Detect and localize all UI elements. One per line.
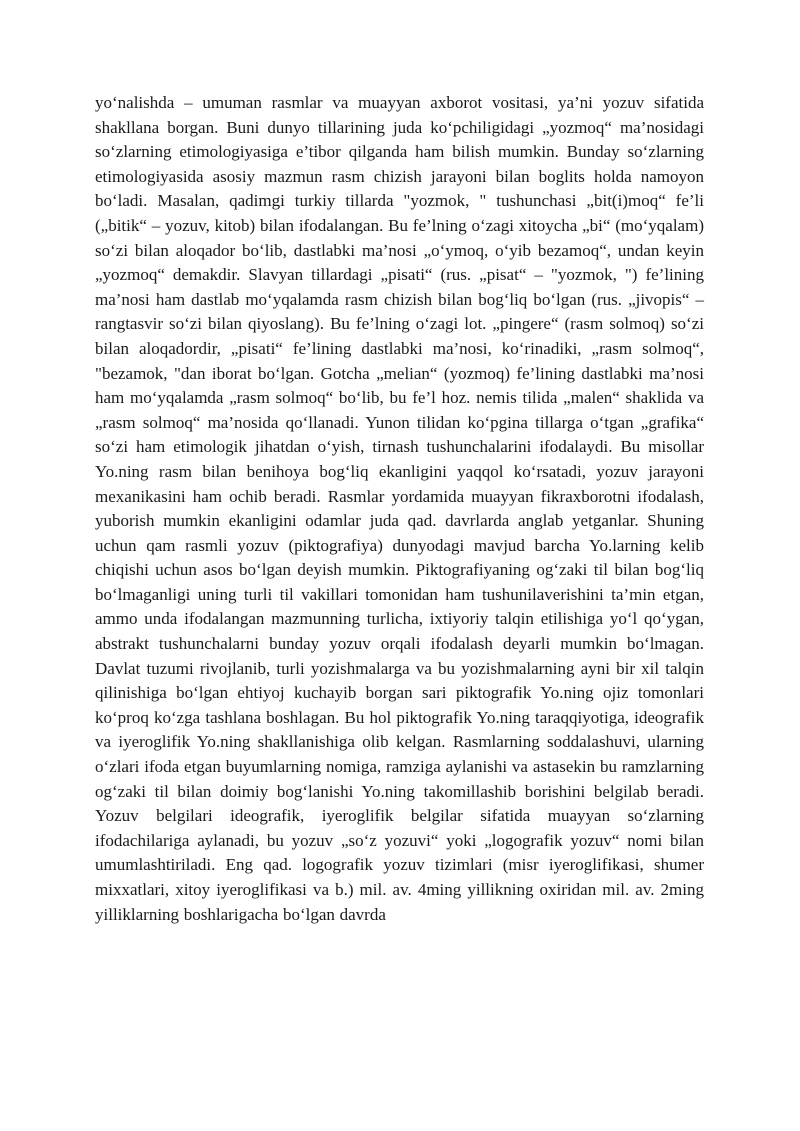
body-paragraph: yo‘nalishda – umuman rasmlar va muayyan axborot vositasi, ya’ni yozuv sifatida shakllana borgan. Buni dunyo tillarining juda ko‘pchiligidagi „yozmoq“ ma’nosidagi so‘zlarning etimologiyasiga e’tibor qilganda ham bilish mumkin. Bunday so‘zlarning etimologiyasida asosiy mazmun rasm chizish jarayoni bilan boglits holda namoyon bo‘ladi. Masalan, qadimgi turkiy tillarda "yozmok, " tushunchasi „bit(i)moq“ fe’li („bitik“ – yozuv, kitob) bilan ifodalangan. Bu fe’lning o‘zagi xitoycha „bi“ (mo‘yqalam) so‘zi bilan aloqador bo‘lib, dastlabki ma’nosi „o‘ymoq, o‘yib bezamoq“, undan keyin „yozmoq“ demakdir. Slavyan tillardagi „pisati“ (rus. „pisat“ – "yozmok, ") fe’lining ma’nosi ham dastlab mo‘yqalamda rasm chizish bilan bog‘liq bo‘lgan (rus. „jivopis“ – rangtasvir so‘zi bilan qiyoslang). Bu fe’lning o‘zagi lot. „pingere“ (rasm solmoq) so‘zi bilan aloqadordir, „pisati“ fe’lining dastlabki ma’nosi, ko‘rinadiki, „rasm solmoq“, "bezamok, "dan iborat bo‘lgan. Gotcha „melian“ (yozmoq) fe’lining dastlabki ma’nosi ham mo‘yqalamda „rasm solmoq“ bo‘lib, bu fe’l hoz. nemis tilida „malen“ shaklida va „rasm solmoq“ ma’nosida qo‘llanadi. Yunon tilidan ko‘pgina tillarga o‘tgan „grafika“ so‘zi ham etimologik jihatdan o‘yish, tirnash tushunchalarini ifodalaydi. Bu misollar Yo.ning rasm bilan benihoya bog‘liq ekanligini yaqqol ko‘rsatadi, yozuv jarayoni mexanikasini ham ochib beradi. Rasmlar yordamida muayyan fikraxborotni ifodalash, yuborish mumkin ekanligini odamlar juda qad. davrlarda anglab yetganlar. Shuning uchun qam rasmli yozuv (piktografiya) dunyodagi mavjud barcha Yo.larning kelib chiqishi uchun asos bo‘lgan deyish mumkin. Piktografiyaning og‘zaki til bilan bog‘liq bo‘lmaganligi uning turli til vakillari tomonidan ham tushunilaverishini ta’min etgan, ammo unda ifodalangan mazmunning turlicha, ixtiyoriy talqin etilishiga yo‘l qo‘ygan, abstrakt tushunchalarni bunday yozuv orqali ifodalash deyarli mumkin bo‘lmagan. Davlat tuzumi rivojlanib, turli yozishmalarga va bu yozishmalarning ayni bir xil talqin qilinishiga bo‘lgan ehtiyoj kuchayib borgan sari piktografik Yo.ning ojiz tomonlari ko‘proq ko‘zga tashlana boshlagan. Bu hol piktografik Yo.ning taraqqiyotiga, ideografik va iyeroglifik Yo.ning shakllanishiga olib kelgan. Rasmlarning soddalashuvi, ularning o‘zlari ifoda etgan buyumlarning nomiga, ramziga aylanishi va astasekin bu ramzlarning og‘zaki til bilan doimiy bog‘lanishi Yo.ning takomillashib borishini belgilab beradi. Yozuv belgilari ideografik, iyeroglifik belgilar sifatida muayyan so‘zlarning ifodachilariga aylanadi, bu yozuv „so‘z yozuvi“ yoki „logografik yozuv“ nomi bilan umumlashtiriladi. Eng qad. logografik yozuv tizimlari (misr iyeroglifikasi, shumer mixxatlari, xitoy iyeroglifikasi va b.) mil. av. 4ming yillikning oxiridan mil. av. 2ming yilliklarning boshlarigacha bo‘lgan davrda [95,93,704,924]
document-page [95,91,704,927]
